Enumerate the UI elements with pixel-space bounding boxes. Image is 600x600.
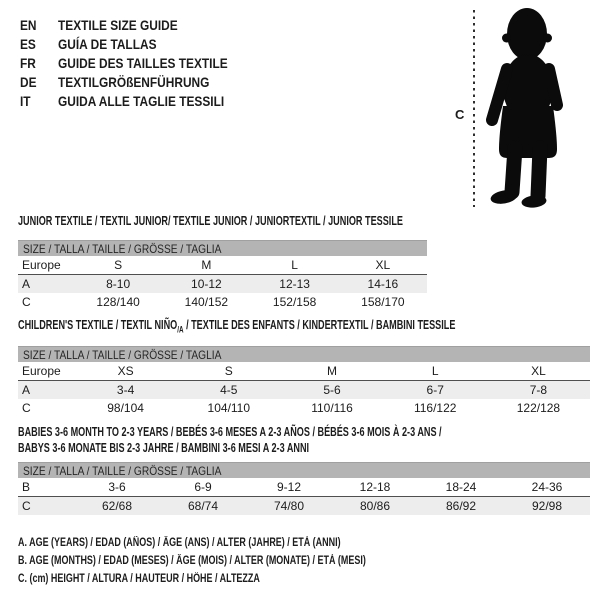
table-row-height-cm [18, 496, 590, 515]
value-cell: 9-12 [276, 480, 302, 494]
height-measure-label: C [455, 107, 465, 122]
size-cell: L [291, 258, 298, 272]
row-label: C [22, 295, 31, 309]
value-cell: 7-8 [529, 383, 548, 397]
row-label: C [22, 401, 31, 415]
value-cell: 10-12 [191, 277, 222, 291]
size-cell: S [224, 364, 233, 378]
value-cell: 110/116 [311, 401, 353, 415]
value-cell: 18-24 [445, 480, 477, 494]
size-cell: M [201, 258, 212, 272]
value-cell: 68/74 [187, 499, 219, 513]
lang-row-en [20, 15, 258, 34]
height-measure-dashed-line [473, 10, 475, 207]
size-cell: XL [375, 258, 391, 272]
size-cell: M [327, 364, 337, 378]
table-row-age-months [18, 478, 590, 496]
row-label: A [22, 383, 31, 397]
baby-silhouette-icon [478, 6, 578, 208]
value-cell: 128/140 [96, 295, 140, 309]
value-cell: 74/80 [273, 499, 305, 513]
footnote-a: A. AGE (YEARS) / EDAD (AÑOS) / ÂGE (ANS) / ALTER (JAHRE) / ETÀ (ANNI) [18, 537, 341, 549]
value-cell: 14-16 [367, 277, 399, 291]
row-label: C [22, 499, 31, 513]
children-table-title: CHILDREN'S TEXTILE / TEXTIL $NIÑO_{/A}$ / TEXTILE DES ENFANTS / KINDERTEXTIL / BAMBINI TESSILE [18, 317, 456, 335]
value-cell: 92/98 [531, 499, 563, 513]
lang-label: TEXTILE SIZE GUIDE [58, 16, 178, 33]
legend-footnotes [18, 534, 464, 588]
lang-code: FR [20, 54, 36, 71]
size-cell: S [114, 258, 123, 272]
footnote-c: C. (cm) HEIGHT / ALTURA / HAUTEUR / HÖHE / ALTEZZA [18, 573, 260, 585]
lang-row-es [20, 34, 258, 53]
row-label: Europe [22, 258, 61, 272]
lang-row-fr [20, 53, 258, 72]
value-cell: 6-9 [194, 480, 212, 494]
value-cell: 116/122 [413, 401, 457, 415]
table-row-height-cm [18, 399, 590, 417]
value-cell: 80/86 [359, 499, 391, 513]
size-cell: L [431, 364, 439, 378]
row-label: Europe [22, 364, 61, 378]
value-cell: 4-5 [220, 383, 238, 397]
footnote-b: B. AGE (MONTHS) / EDAD (MESES) / ÂGE (MOIS) / ALTER (MONATE) / ETÀ (MESI) [18, 555, 366, 567]
lang-code: IT [20, 92, 31, 109]
junior-size-table [18, 240, 427, 311]
table-row-europe [18, 362, 590, 380]
lang-code: EN [20, 16, 37, 33]
value-cell: 122/128 [516, 401, 561, 415]
value-cell: 12-18 [359, 480, 391, 494]
value-cell: 140/152 [184, 295, 229, 309]
value-cell: 3-4 [116, 383, 135, 397]
value-cell: 152/158 [272, 295, 317, 309]
lang-label: GUIDE DES TAILLES TEXTILE [58, 54, 228, 71]
table-row-age-years [18, 274, 427, 293]
babies-size-table [18, 462, 590, 515]
table-row-age-years [18, 380, 590, 399]
lang-code: DE [20, 73, 37, 90]
value-cell: 12-13 [279, 277, 310, 291]
lang-code: ES [20, 35, 36, 52]
value-cell: 6-7 [426, 383, 444, 397]
size-cell: XL [531, 364, 546, 378]
table-row-height-cm [18, 293, 427, 311]
size-header-bar: SIZE / TALLA / TAILLE / GRÖSSE / TAGLIA [18, 346, 590, 362]
value-cell: 98/104 [107, 401, 144, 415]
value-cell: 24-36 [531, 480, 563, 494]
lang-label: GUIDA ALLE TAGLIE TESSILI [58, 92, 225, 109]
table-row-europe [18, 256, 427, 274]
babies-table-title: BABIES 3-6 MONTH TO 2-3 YEARS / BEBÉS 3-6 MESES A 2-3 AÑOS / BÉBÉS 3-6 MOIS À 2-3 ANS / BABYS 3-6 MONATE BIS 2-3 JAHRE / BAMBINI 3-6 MESI A 2-3 ANNI [18, 424, 442, 455]
size-header-bar: SIZE / TALLA / TAILLE / GRÖSSE / TAGLIA [18, 240, 427, 256]
lang-label: TEXTILGRÖßENFÜHRUNG [58, 73, 210, 90]
value-cell: 62/68 [101, 499, 133, 513]
value-cell: 158/170 [361, 295, 405, 309]
lang-row-it [20, 91, 258, 110]
junior-table-title: JUNIOR TEXTILE / TEXTIL JUNIOR/ TEXTILE JUNIOR / JUNIORTEXTIL / JUNIOR TESSILE [18, 213, 403, 228]
value-cell: 86/92 [445, 499, 477, 513]
row-label: A [22, 277, 31, 291]
value-cell: 5-6 [323, 383, 341, 397]
lang-label: GUÍA DE TALLAS [58, 35, 157, 52]
language-title-block [20, 15, 258, 110]
size-header-bar: SIZE / TALLA / TAILLE / GRÖSSE / TAGLIA [18, 462, 590, 478]
children-size-table [18, 346, 590, 417]
row-label: B [22, 480, 31, 494]
value-cell: 8-10 [106, 277, 131, 291]
value-cell: 3-6 [108, 480, 126, 494]
size-cell: XS [117, 364, 134, 378]
lang-row-de [20, 72, 258, 91]
value-cell: 104/110 [207, 401, 251, 415]
